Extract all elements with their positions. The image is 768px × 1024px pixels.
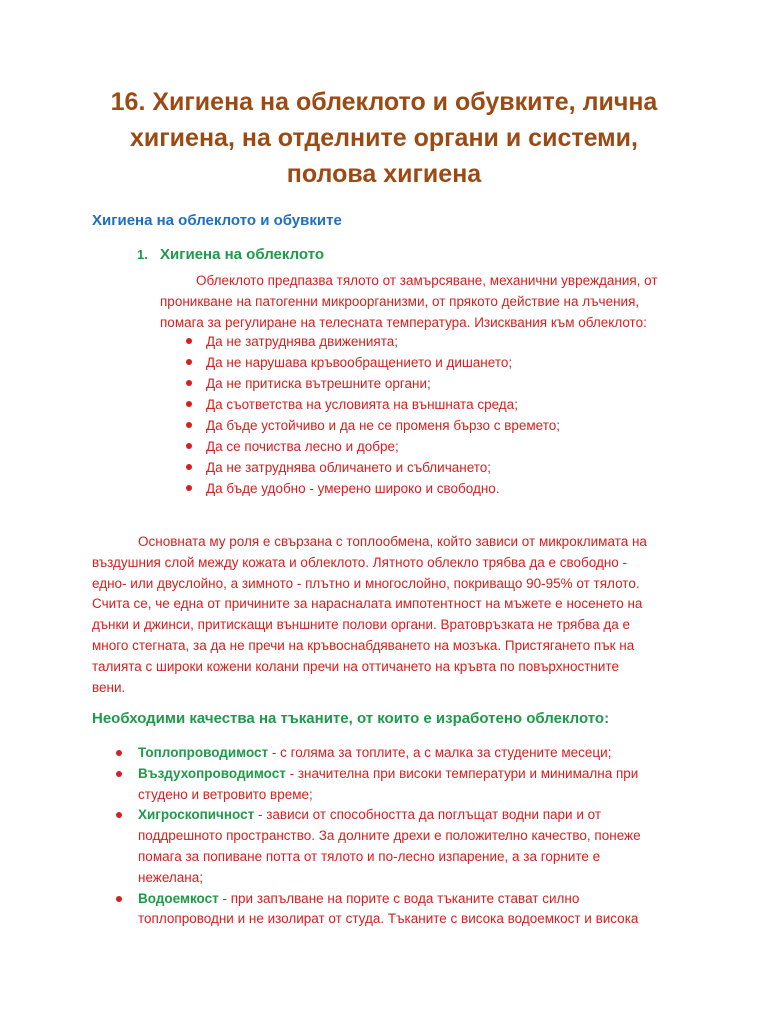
list-item — [92, 743, 641, 764]
quality-description: топлопроводни и не изолират от студа. Тъканите с висока водоемкост и висока — [138, 911, 639, 927]
bullet-icon — [186, 380, 192, 386]
title-line-3: полова хигиена — [286, 160, 482, 188]
list-item — [160, 478, 560, 499]
paragraph-line: дънки и джинси, притискащи външните полови органи. Вратовръзката не трябва да е — [92, 617, 631, 633]
bullet-icon — [186, 443, 192, 449]
list-item-text: Да не затруднява движенията; — [206, 334, 399, 349]
subsection-number: 1. — [137, 247, 148, 262]
bullet-icon — [186, 464, 192, 470]
list-item-text: Да бъде удобно - умерено широко и свободно. — [206, 481, 500, 496]
paragraph-line: проникване на патогенни микроорганизми, от прякото действие на лъчения, — [160, 294, 640, 309]
quality-term: Водоемкост — [138, 890, 219, 906]
paragraph-line: вени. — [92, 679, 126, 695]
list-item — [160, 352, 560, 373]
list-item-text: Да не затруднява обличането и събличането; — [206, 460, 492, 475]
list-item-text: Да не нарушава кръвообращението и дишането; — [206, 355, 513, 370]
fabric-qualities-heading: Необходими качества на тъканите, от които е изработено облеклото: — [92, 710, 610, 727]
list-item-text: Да съответства на условията на външната среда; — [206, 397, 518, 412]
quality-description: - значителна при високи температури и минимална при — [289, 765, 639, 781]
quality-description: студено и ветровито време; — [138, 786, 313, 802]
list-item — [160, 373, 560, 394]
bullet-icon — [186, 485, 192, 491]
quality-term: Топлопроводимост — [138, 745, 269, 760]
quality-description: - с голяма за топлите, а с малка за студените месеци; — [271, 745, 612, 760]
paragraph-line: Счита се, че една от причините за нарасналата импотентност на мъжете е носенето на — [92, 596, 643, 612]
section-heading: Хигиена на облеклото и обувките — [92, 212, 342, 229]
quality-description: нежелана; — [138, 869, 204, 885]
main-paragraph — [92, 532, 682, 698]
paragraph-line: въздушния слой между кожата и облеклото. Лятното облекло трябва да е свободно - — [92, 554, 628, 570]
bullet-icon — [116, 750, 122, 756]
requirements-list — [160, 331, 560, 499]
paragraph-line: едно- или двуслойно, а зимното - плътно и многослойно, покриващо 90-95% от тялото. — [92, 575, 640, 591]
list-item — [160, 415, 560, 436]
title-line-1: 16. Хигиена на облеклото и обувките, лична — [110, 88, 658, 116]
bullet-icon — [186, 359, 192, 365]
quality-term: Въздухопроводимост — [138, 765, 286, 781]
bullet-icon — [186, 422, 192, 428]
quality-description: - при запълване на порите с вода тъканите стават силно — [222, 890, 580, 906]
list-item — [160, 331, 560, 352]
bullet-icon — [116, 771, 122, 777]
quality-description: - зависи от способността да поглъщат водни пари и от — [257, 807, 602, 823]
list-item — [92, 889, 641, 931]
title-line-2: хигиена, на отделните органи и системи, — [130, 124, 638, 152]
list-item-text: Да бъде устойчиво и да не се променя бързо с времето; — [206, 418, 561, 433]
bullet-icon — [186, 401, 192, 407]
list-item — [160, 436, 560, 457]
quality-description: поддрешното пространство. За долните дрехи е положително качество, понеже — [138, 828, 641, 844]
list-item — [92, 805, 641, 888]
quality-term: Хигроскопичност — [138, 807, 255, 823]
paragraph-line: помага за регулиране на телесната температура. Изисквания към облеклото: — [160, 315, 647, 330]
list-item-text: Да не притиска вътрешните органи; — [206, 376, 431, 391]
subsection-heading — [137, 246, 324, 264]
quality-description: помага за попиване потта от тялото и по-лесно изпарение, а за горните е — [138, 848, 601, 864]
intro-paragraph — [160, 270, 680, 333]
list-item — [160, 457, 560, 478]
bullet-icon — [186, 338, 192, 344]
list-item — [160, 394, 560, 415]
list-item — [92, 764, 641, 806]
list-item-text: Да се почиства лесно и добре; — [206, 439, 399, 454]
paragraph-line: много стегната, за да не пречи на кръвоснабдяването на мозъка. Пристягането пък на — [92, 637, 635, 653]
paragraph-line: Облеклото предпазва тялото от замърсяване, механични увреждания, от — [196, 273, 658, 288]
bullet-icon — [116, 896, 122, 902]
fabric-qualities-list — [92, 743, 641, 930]
subsection-title: Хигиена на облеклото — [160, 246, 325, 263]
page-title — [60, 84, 708, 192]
paragraph-line: Основната му роля е свързана с топлообмена, който зависи от микроклимата на — [138, 534, 647, 549]
paragraph-line: талията с широки кожени колани пречи на оттичането на кръвта по повърхностните — [92, 658, 619, 674]
bullet-icon — [116, 812, 122, 818]
